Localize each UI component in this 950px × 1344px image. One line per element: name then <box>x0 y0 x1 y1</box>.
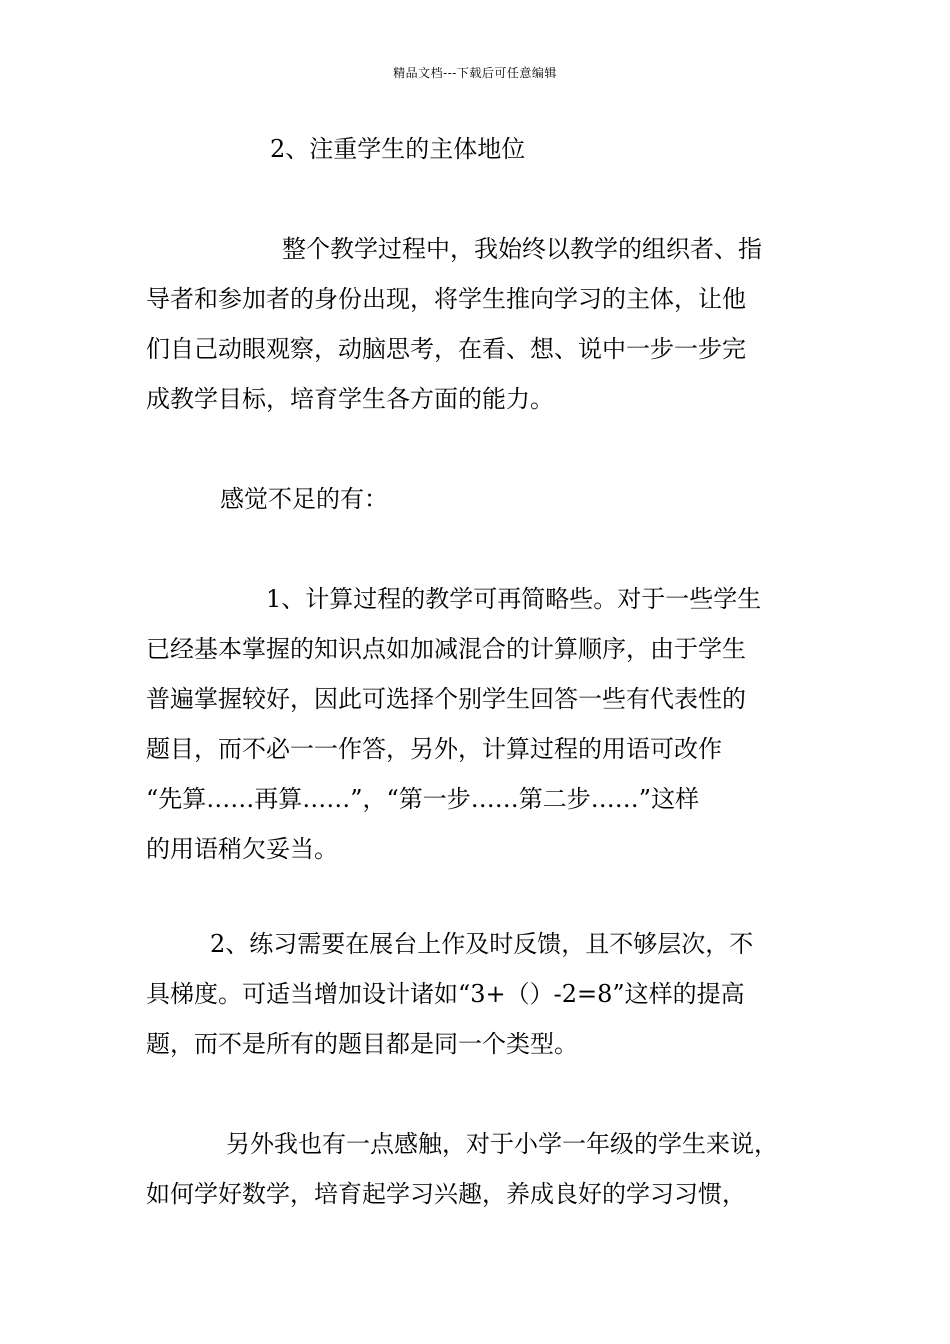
paragraph-line: 已经基本掌握的知识点如加减混合的计算顺序，由于学生 <box>146 635 746 663</box>
section-heading: 2、注重学生的主体地位 <box>270 135 526 163</box>
paragraph-line: 题目，而不必一一作答，另外，计算过程的用语可改作 <box>146 735 722 763</box>
paragraph-line: 普遍掌握较好，因此可选择个别学生回答一些有代表性的 <box>146 685 746 713</box>
paragraph-line: 成教学目标，培育学生各方面的能力。 <box>146 385 554 413</box>
paragraph-line: 1、计算过程的教学可再简略些。对于一些学生 <box>266 585 762 613</box>
paragraph-line: 导者和参加者的身份出现，将学生推向学习的主体，让他 <box>146 285 746 313</box>
paragraph-line: 的用语稍欠妥当。 <box>146 835 338 863</box>
paragraph-line: 如何学好数学，培育起学习兴趣，养成良好的学习习惯， <box>146 1180 746 1208</box>
paragraph-line: 们自己动眼观察，动脑思考，在看、想、说中一步一步完 <box>146 335 746 363</box>
page-header: 精品文档---下载后可任意编辑 <box>393 66 557 80</box>
paragraph-line: 2、练习需要在展台上作及时反馈，且不够层次，不 <box>210 930 754 958</box>
paragraph-line: “先算……再算……”，“第一步……第二步……”这样 <box>146 785 700 813</box>
paragraph-main-body <box>146 224 806 424</box>
shortcomings-intro: 感觉不足的有： <box>220 485 388 513</box>
paragraph-line: 题，而不是所有的题目都是同一个类型。 <box>146 1030 578 1058</box>
paragraph-reflection <box>146 1119 836 1219</box>
paragraph-line: 整个教学过程中，我始终以教学的组织者、指 <box>282 235 762 263</box>
paragraph-point-2 <box>146 919 806 1069</box>
paragraph-line: 具梯度。可适当增加设计诸如“3+（）-2=8”这样的提高 <box>146 980 745 1008</box>
paragraph-point-1 <box>146 574 806 874</box>
paragraph-line: 另外我也有一点感触，对于小学一年级的学生来说， <box>226 1130 778 1158</box>
